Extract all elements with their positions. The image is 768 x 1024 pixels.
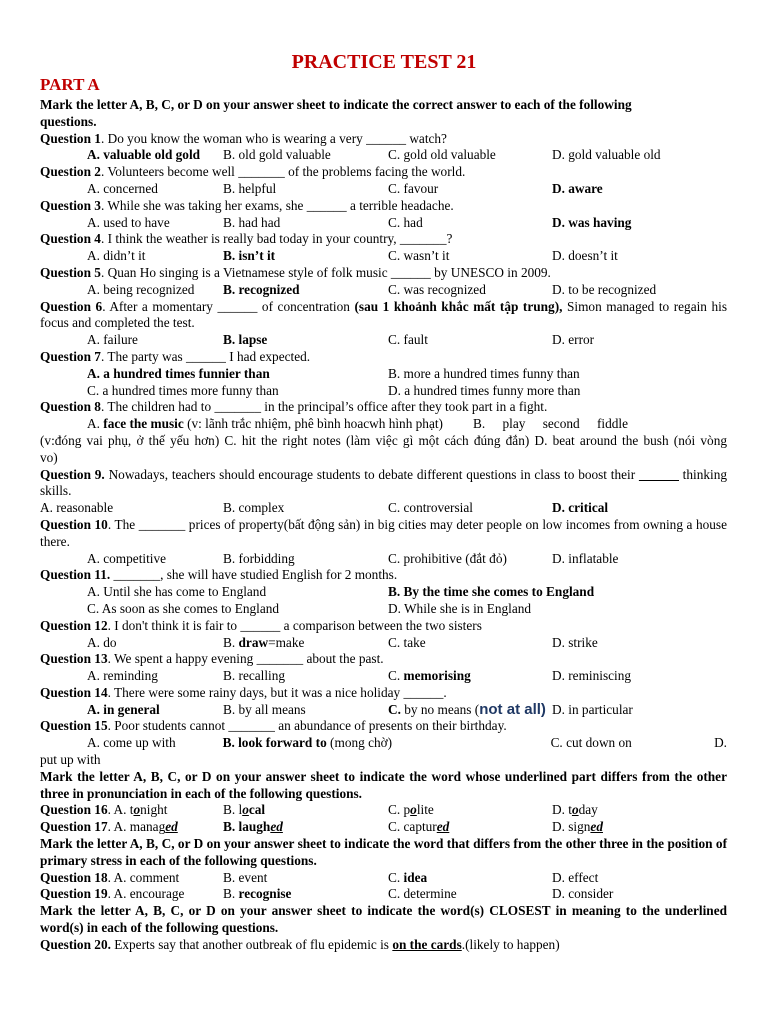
question-label: Question 12 [40,617,108,633]
question-label: Question 7 [40,348,101,364]
underlined-part: o [242,802,249,818]
question-label: Question 17 [40,819,108,835]
option-c: C. had [388,214,423,230]
instruction-4: Mark the letter A, B, C, or D on your answer sheet to indicate the word(s) CLOSEST in meaning to the underlined word(s) in each of the following questions. [40,903,727,936]
question-12 [40,618,727,635]
question-text: . The party was ______ I had expected. [100,348,311,364]
option-b: B. By the time she comes to England [388,584,595,600]
option-d: D. [714,735,727,751]
options-row [40,635,727,652]
option-text: . A. manag [107,819,166,835]
question-7 [40,349,727,366]
question-text: . Volunteers become well _______ of the problems facing the world. [100,164,466,180]
options-row [40,147,727,164]
option-a [40,802,223,819]
underlined-part: ed [270,819,283,835]
option-a: A. used to have [87,214,170,230]
question-label: Question 1 [40,130,101,146]
translation-note: (mong chờ) [326,735,393,751]
question-label: Question 18 [40,869,108,885]
option-text: D. t [552,802,572,818]
options-row [40,332,727,349]
option-a: A. come up with [87,735,176,751]
question-17 [40,819,727,836]
option-b [223,635,388,652]
option-letter: C. [388,869,404,885]
question-20 [40,937,727,954]
options-row [40,601,727,618]
option-d: D. doesn’t it [552,248,618,264]
question-text: . Poor students cannot _______ an abundance of presents on their birthday. [107,718,507,734]
option-b: B. more a hundred times funny than [388,365,580,381]
option-a: A. a hundred times funnier than [87,365,270,381]
question-5 [40,265,727,282]
option-c [388,668,552,685]
option-d: D. a hundred times funny more than [388,382,581,398]
question-label: Question 16 [40,802,108,818]
option-text: day [578,802,598,818]
underlined-part: o [571,802,579,818]
option-a: A. [87,416,104,432]
option-c: C. was recognized [388,281,486,297]
option-a-answer: face the music [103,416,184,432]
option-d: D. to be recognized [552,281,657,297]
underlined-part: o [133,802,141,818]
question-text: . There were some rainy days, but it was a nice holiday ______. [107,684,447,700]
option-a: A. Until she has come to England [87,584,267,600]
option-letter: C. [388,668,404,684]
options-row [40,702,727,719]
question-label: Question 4 [40,231,101,247]
option-a: A. didn’t it [87,248,146,264]
options-row [40,366,727,383]
option-c: C. take [388,634,426,650]
question-2 [40,164,727,181]
question-text: . While she was taking her exams, she ______ a terrible headache. [100,197,454,213]
option-a: A. do [87,634,117,650]
question-label: Question 19 [40,886,108,902]
translation-note: .(likely to happen) [461,936,560,952]
option-d: D. critical [552,500,609,516]
option-a: A. competitive [87,550,167,566]
option-b: B. old gold valuable [223,147,331,163]
option-b: B. recalling [223,668,286,684]
option-text: cal [248,802,266,818]
option-d [552,819,603,836]
question-8-options [40,416,727,433]
option-c: C. gold old valuable [388,147,496,163]
question-text: . After a momentary ______ of concentration [102,298,355,314]
question-16 [40,802,727,819]
option-answer: idea [403,869,428,885]
question-text: . The children had to _______ in the principal’s office after they took part in a fight. [100,399,548,415]
option-d: D. gold valuable old [552,147,661,163]
option-d: D. consider [552,886,614,902]
instruction-3: Mark the letter A, B, C, or D on your answer sheet to indicate the word that differs from the other three in the position of primary stress in each of the following questions. [40,836,727,868]
option-answer: memorising [403,668,471,684]
options-row [40,181,727,198]
option-text: by no means ( [400,701,480,717]
options-row [40,282,727,299]
question-text: . I don't think it is fair to ______ a comparison between the two sisters [107,617,482,633]
question-6 [40,299,727,333]
question-label: Question 13 [40,651,108,667]
question-label: Question 20. [40,936,111,952]
question-text: Simon managed to regain his focus and completed the test. [40,298,728,331]
option-text: night [140,802,168,818]
option-d: D. was having [552,214,632,230]
option-c [388,802,552,819]
options-row [40,584,727,601]
option-answer: B. look forward to [222,735,327,751]
option-a: A. being recognized [87,281,195,297]
underlined-phrase: on the cards [392,936,462,952]
option-b: B. isn’t it [223,248,276,264]
option-a [40,819,223,836]
option-text: lite [416,802,434,818]
option-d-continued: put up with [40,752,101,768]
option-text: C. p [388,802,411,818]
option-c [388,819,552,836]
underlined-part: ed [436,819,450,835]
option-letter: B. [223,634,239,650]
option-answer: draw [238,634,269,650]
question-label: Question 8 [40,399,101,415]
question-10 [40,517,727,551]
option-c: C. prohibitive (đắt đỏ) [388,550,507,566]
question-1 [40,131,727,148]
document-body [40,97,727,954]
options-row [40,383,727,400]
question-3 [40,198,727,215]
option-text: C. captur [388,819,437,835]
instruction-1 [40,97,727,131]
question-text: . The _______ prices of property(bất động sản) in big cities may deter people on low incomes from owning a house there. [40,516,728,549]
page-title: PRACTICE TEST 21 [291,51,477,73]
question-text: . We spent a happy evening _______ about the past. [107,651,384,667]
option-a: A. reasonable [40,500,114,516]
option-note: =make [268,634,305,650]
options-row [40,668,727,685]
option-text: D. sign [552,819,591,835]
option-d: D. reminiscing [552,668,632,684]
instruction-text: Mark the letter A, B, C, or D on your answer sheet to indicate the correct answer to each of the following [40,97,632,112]
question-label: Question 2 [40,164,101,180]
question-text: . Quan Ho singing is a Vietnamese style of folk music ______ by UNESCO in 2009. [100,264,551,280]
options-row [40,735,727,752]
part-heading: PART A [40,75,100,94]
option-d: D. inflatable [552,550,619,566]
question-label: Question 11. [40,567,111,583]
option-b: B. recognized [223,281,300,297]
option-c [388,702,552,719]
question-label: Question 6 [40,298,103,314]
option-c: C. controversial [388,500,473,516]
question-label: Question 14 [40,684,108,700]
question-label: Question 5 [40,264,101,280]
option-b: B. lapse [223,332,268,348]
underlined-part: ed [165,819,178,835]
option-b [223,735,551,752]
underlined-part: ed [590,819,603,835]
question-label: Question 3 [40,197,101,213]
option-a: A. concerned [87,180,158,196]
question-text: Experts say that another outbreak of flu epidemic is [110,936,393,952]
question-4 [40,231,727,248]
question-text: Nowadays, teachers should encourage students to debate different questions in class to boost their [104,466,639,482]
option-b [223,802,388,819]
option-d [552,802,598,819]
question-18 [40,870,727,887]
option-a [40,870,223,887]
option-text: B. laugh [223,819,271,835]
option-a: A. valuable old gold [87,147,201,163]
option-b: B. by all means [223,701,306,717]
question-text: _______, she will have studied English for 2 months. [110,567,398,583]
option-b [223,819,388,836]
question-label: Question 10 [40,516,108,532]
option-c: C. wasn’t it [388,248,450,264]
option-b: B. had had [223,214,281,230]
options-row [40,215,727,232]
option-d: D. error [552,332,595,348]
option-c: C. a hundred times more funny than [87,382,279,398]
option-a: A. reminding [87,668,158,684]
underlined-part: o [410,802,417,818]
option-b: B. play second fiddle [472,416,628,432]
option-text: . A. comment [107,869,180,885]
option-a [40,886,223,903]
question-text: . I think the weather is really bad today in your country, _______? [100,231,453,247]
answer-blank: ______ [638,466,679,482]
option-b: B. forbidding [223,550,295,566]
question-15 [40,718,727,735]
option-c [388,870,552,887]
translation-note: (sau 1 khoảnh khắc mất tập trung), [354,298,563,314]
option-b: B. helpful [223,180,277,196]
option-d: D. strike [552,634,598,650]
question-9 [40,467,727,501]
question-13 [40,651,727,668]
question-8-options-cont: (v:đóng vai phụ, ở thế yếu hơn) C. hit the right notes (làm việc gì một cách đúng đắn) D. beat around the bush (nói vòng vo) [40,432,727,465]
translation-note: not at all) [479,700,546,718]
option-c: C. determine [388,886,457,902]
option-c: C. fault [388,332,428,348]
option-text: . A. encourage [107,886,185,902]
options-row [40,551,727,568]
question-19 [40,886,727,903]
question-label: Question 9. [40,466,105,482]
instruction-text: questions. [40,113,97,129]
options-row [40,248,727,265]
option-c: C. favour [388,180,439,196]
option-a: A. failure [87,332,138,348]
option-d: D. While she is in England [388,600,532,616]
translation-note: (v: lãnh trắc nhiệm, phê bình hoacwh hình phạt) [183,416,443,432]
option-a: A. in general [87,701,160,717]
option-text: B. l [223,802,243,818]
option-b [223,886,388,903]
option-d: D. effect [552,869,599,885]
question-8 [40,399,727,416]
option-text: . A. t [107,802,134,818]
option-letter: B. [223,886,239,902]
option-c: C. cut down on [550,735,632,751]
option-answer: recognise [238,886,292,902]
question-text: thinking skills. [40,466,728,499]
question-11 [40,567,727,584]
option-letter: C. [388,701,401,717]
question-label: Question 15 [40,718,108,734]
option-d: D. aware [552,180,603,196]
option-b: B. complex [223,500,285,516]
options-row [40,500,727,517]
option-c: C. As soon as she comes to England [87,600,280,616]
instruction-2: Mark the letter A, B, C, or D on your answer sheet to indicate the word whose underlined part differs from the other three in pronunciation in each of the following questions. [40,768,727,801]
option-b: B. event [223,869,268,885]
option-d: D. in particular [552,701,633,717]
question-text: . Do you know the woman who is wearing a very ______ watch? [100,130,447,146]
question-14 [40,685,727,702]
